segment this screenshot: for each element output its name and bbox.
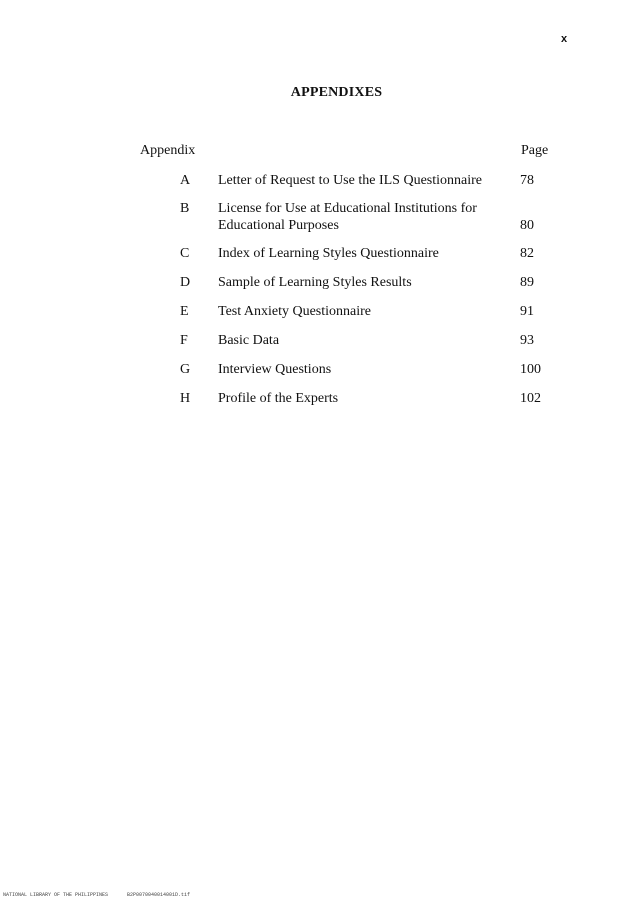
page-title: APPENDIXES	[290, 85, 383, 100]
appendix-title: Letter of Request to Use the ILS Questionnaire	[218, 173, 482, 188]
appendix-page: 91	[520, 304, 534, 319]
appendix-letter: C	[180, 246, 190, 261]
page-number: x	[561, 33, 568, 45]
appendix-title: Interview Questions	[218, 362, 332, 377]
appendix-page: 78	[520, 173, 534, 188]
footer-source: NATIONAL LIBRARY OF THE PHILIPPINES	[3, 892, 109, 898]
footer-file: B2P0070040014001D.tif	[127, 892, 191, 898]
appendix-page: 89	[520, 275, 534, 290]
appendix-page: 82	[520, 246, 534, 261]
appendix-page: 80	[520, 218, 534, 233]
appendix-title: Sample of Learning Styles Results	[218, 275, 412, 290]
appendix-letter: E	[180, 304, 189, 319]
appendix-letter: G	[180, 362, 191, 377]
appendix-title: Basic Data	[218, 333, 280, 348]
appendix-letter: A	[180, 173, 191, 188]
appendix-letter: D	[180, 275, 191, 290]
scan-footer	[3, 892, 190, 898]
appendix-page: 102	[520, 391, 541, 406]
appendix-title-line-1: License for Use at Educational Institutions for	[218, 201, 477, 216]
appendix-letter: H	[180, 391, 191, 406]
appendix-page: 100	[520, 362, 541, 377]
appendix-title	[218, 200, 488, 234]
appendix-title-line-2: Educational Purposes	[218, 218, 339, 233]
column-header-page: Page	[521, 143, 549, 158]
appendix-title: Test Anxiety Questionnaire	[218, 304, 371, 319]
appendix-letter: F	[180, 333, 188, 348]
appendix-title: Profile of the Experts	[218, 391, 339, 406]
appendix-title: Index of Learning Styles Questionnaire	[218, 246, 439, 261]
appendix-page: 93	[520, 333, 534, 348]
column-header-appendix: Appendix	[140, 143, 196, 158]
appendix-letter: B	[180, 201, 190, 216]
